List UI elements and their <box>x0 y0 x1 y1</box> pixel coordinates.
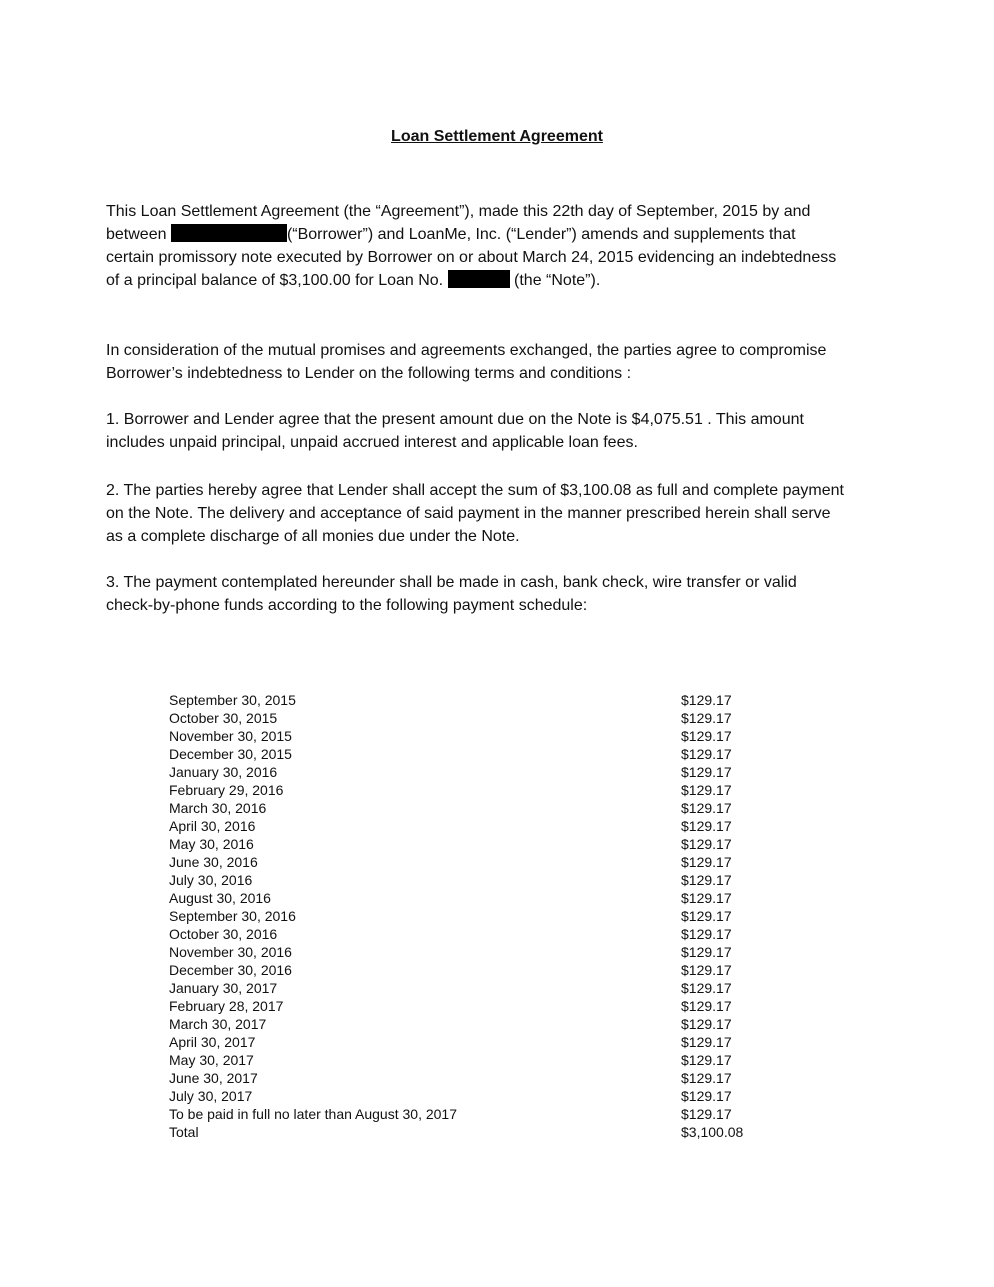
schedule-amount: $129.17 <box>681 944 732 960</box>
schedule-row <box>169 871 769 889</box>
schedule-amount: $129.17 <box>681 746 732 762</box>
schedule-amount: $129.17 <box>681 764 732 780</box>
schedule-row <box>169 745 769 763</box>
redacted-borrower-name <box>171 224 287 242</box>
intro-text-part3: (the “Note”). <box>514 272 601 289</box>
schedule-date: August 30, 2016 <box>169 890 271 906</box>
schedule-row <box>169 853 769 871</box>
schedule-date: December 30, 2015 <box>169 746 292 762</box>
schedule-date: September 30, 2016 <box>169 908 296 924</box>
schedule-row <box>169 727 769 745</box>
intro-paragraph <box>106 200 846 292</box>
schedule-row <box>169 763 769 781</box>
schedule-amount: $129.17 <box>681 710 732 726</box>
schedule-row <box>169 925 769 943</box>
schedule-row <box>169 835 769 853</box>
schedule-date: June 30, 2016 <box>169 854 258 870</box>
schedule-date: June 30, 2017 <box>169 1070 258 1086</box>
schedule-date: January 30, 2017 <box>169 980 278 996</box>
schedule-row <box>169 1105 769 1123</box>
schedule-row <box>169 709 769 727</box>
schedule-row <box>169 691 769 709</box>
schedule-date: September 30, 2015 <box>169 692 296 708</box>
schedule-row <box>169 1123 769 1141</box>
schedule-amount: $129.17 <box>681 962 732 978</box>
schedule-row <box>169 943 769 961</box>
consideration-paragraph: In consideration of the mutual promises and agreements exchanged, the parties agree to compromise Borrower’s indebtedness to Lender on the following terms and conditions : <box>106 342 827 382</box>
schedule-date: July 30, 2017 <box>169 1088 253 1104</box>
schedule-amount: $129.17 <box>681 926 732 942</box>
schedule-amount: $129.17 <box>681 728 732 744</box>
schedule-amount: $129.17 <box>681 1106 732 1122</box>
schedule-amount: $129.17 <box>681 800 732 816</box>
schedule-amount: $129.17 <box>681 872 732 888</box>
schedule-date: November 30, 2015 <box>169 728 292 744</box>
schedule-date: July 30, 2016 <box>169 872 253 888</box>
schedule-amount: $129.17 <box>681 908 732 924</box>
intro-text-part2: (“Borrower”) and LoanMe, Inc. (“Lender”) amends and supplements that certain promissory note executed by Borrower on or about March 24, 2015 evidencing an indebtedness of a principal balance of $3,100.00 for Loan No. <box>106 226 837 289</box>
schedule-row <box>169 1087 769 1105</box>
document-title: Loan Settlement Agreement <box>391 128 603 145</box>
schedule-amount: $129.17 <box>681 1052 732 1068</box>
schedule-row <box>169 997 769 1015</box>
schedule-amount: $129.17 <box>681 890 732 906</box>
intro-text-part1: This Loan Settlement Agreement (the “Agreement”), made this 22th day of September, 2015 by and between <box>106 203 811 243</box>
schedule-amount: $129.17 <box>681 782 732 798</box>
schedule-row <box>169 1033 769 1051</box>
schedule-row <box>169 817 769 835</box>
schedule-date: To be paid in full no later than August 30, 2017 <box>169 1106 457 1122</box>
schedule-date: January 30, 2016 <box>169 764 278 780</box>
clause-2: 2. The parties hereby agree that Lender shall accept the sum of $3,100.08 as full and complete payment on the Note. The delivery and acceptance of said payment in the manner prescribed herein shall serve as a complete discharge of all monies due under the Note. <box>106 482 844 545</box>
schedule-date: October 30, 2015 <box>169 710 278 726</box>
schedule-date: April 30, 2017 <box>169 1034 256 1050</box>
schedule-amount: $129.17 <box>681 1070 732 1086</box>
schedule-row <box>169 799 769 817</box>
schedule-date: April 30, 2016 <box>169 818 256 834</box>
schedule-amount: $129.17 <box>681 692 732 708</box>
schedule-date: February 29, 2016 <box>169 782 284 798</box>
clause-3: 3. The payment contemplated hereunder shall be made in cash, bank check, wire transfer or valid check-by-phone funds according to the following payment schedule: <box>106 574 797 614</box>
schedule-date: Total <box>169 1124 199 1140</box>
schedule-date: November 30, 2016 <box>169 944 292 960</box>
schedule-date: October 30, 2016 <box>169 926 278 942</box>
schedule-amount: $129.17 <box>681 818 732 834</box>
schedule-date: March 30, 2016 <box>169 800 267 816</box>
schedule-row <box>169 907 769 925</box>
schedule-row <box>169 1069 769 1087</box>
schedule-row <box>169 961 769 979</box>
schedule-row <box>169 979 769 997</box>
schedule-amount: $129.17 <box>681 980 732 996</box>
clause-1: 1. Borrower and Lender agree that the present amount due on the Note is $4,075.51 . This amount includes unpaid principal, unpaid accrued interest and applicable loan fees. <box>106 411 804 451</box>
schedule-amount: $3,100.08 <box>681 1124 744 1140</box>
schedule-amount: $129.17 <box>681 1034 732 1050</box>
schedule-amount: $129.17 <box>681 1088 732 1104</box>
schedule-amount: $129.17 <box>681 854 732 870</box>
schedule-amount: $129.17 <box>681 836 732 852</box>
schedule-date: May 30, 2016 <box>169 836 254 852</box>
schedule-row <box>169 1051 769 1069</box>
schedule-row <box>169 781 769 799</box>
redacted-loan-number <box>448 270 510 288</box>
schedule-row <box>169 1015 769 1033</box>
schedule-row <box>169 889 769 907</box>
schedule-date: February 28, 2017 <box>169 998 284 1014</box>
schedule-date: December 30, 2016 <box>169 962 292 978</box>
schedule-amount: $129.17 <box>681 1016 732 1032</box>
schedule-date: March 30, 2017 <box>169 1016 267 1032</box>
payment-schedule <box>169 691 769 1141</box>
schedule-amount: $129.17 <box>681 998 732 1014</box>
schedule-date: May 30, 2017 <box>169 1052 254 1068</box>
